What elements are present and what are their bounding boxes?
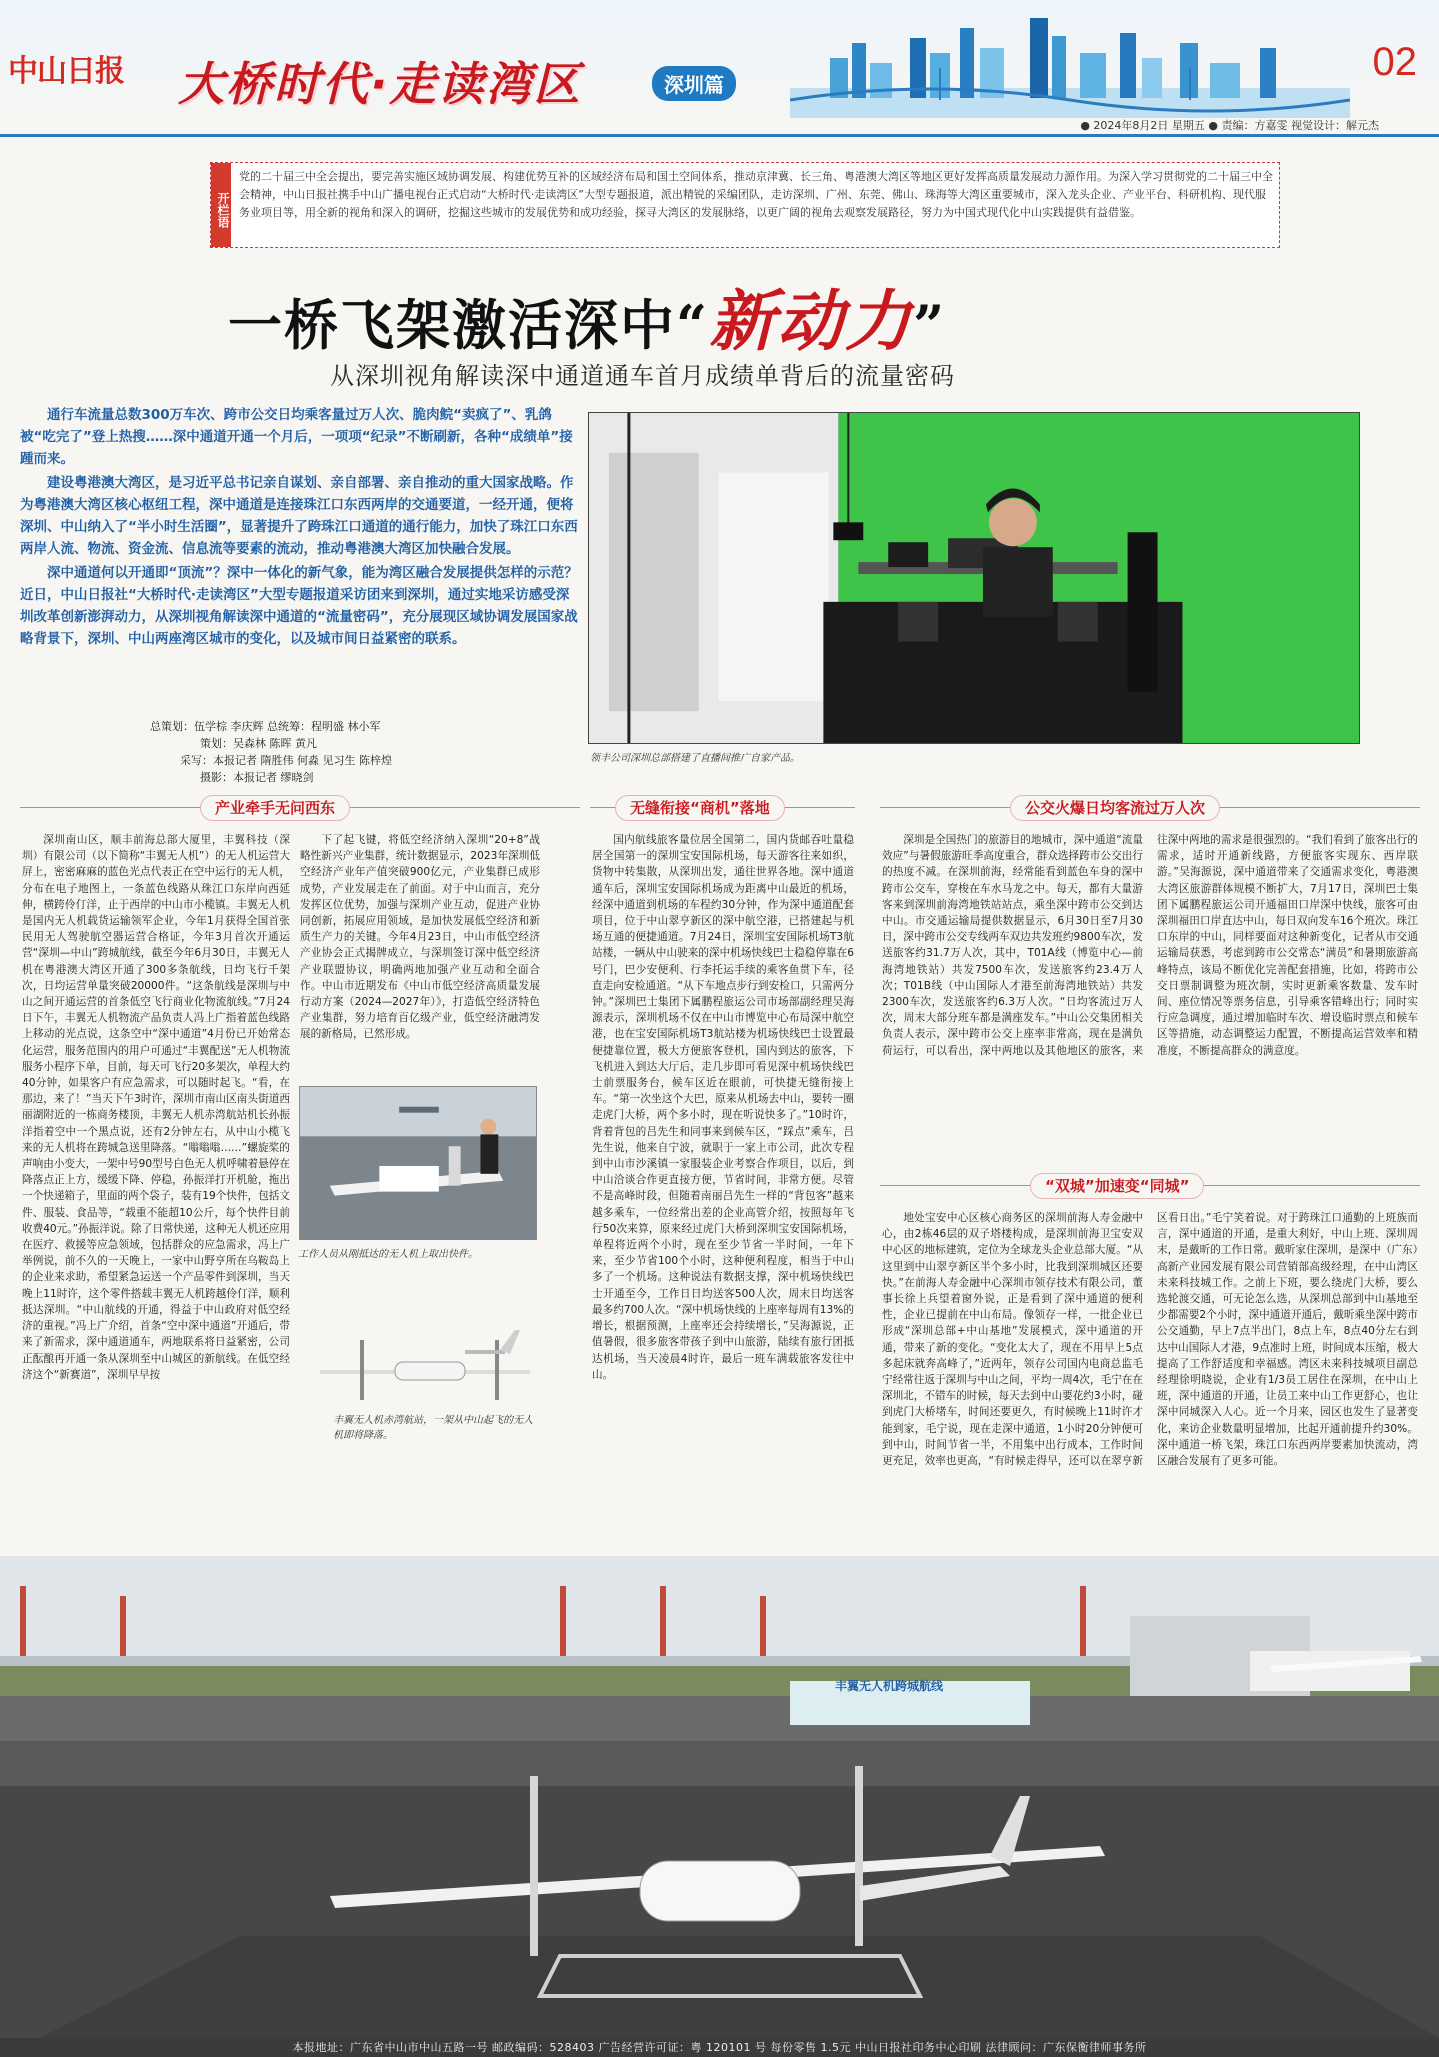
- credit-line: 采写：本报记者 隋胜伟 何淼 见习生 陈梓煌: [180, 754, 392, 767]
- section-head-twin-city: [880, 1177, 1420, 1211]
- article-text: 地处宝安中心区核心商务区的深圳前海人寿金融中心，由2栋46层的双子塔楼构成，是深圳前海卫宝安双中心区的地标建筑，定位为全球龙头企业总部大厦。“从这里到中山翠亨新区半个多小时，比我到深圳城区还要快。”在前海人寿金融中心深圳市领存技术有限公司，董事长徐上兵望着窗外说，正是看到了深中通道的便利性，企业已提前在中山布局。像领存一样，一批企业已形成“深圳总部+中山基地”发展模式，深中通道的开通，带来了新的变化。“变化太大了，现在不用早上5点多起床就奔高峰了，”近两年，领存公司国内电商总监毛宁经常往返于深圳与中山之间，平均一周4次，毛宁在在深圳北，不错车的时候，每天去到中山要花约3小时，碰到虎门大桥堵车，时间还要更久，有时候晚上11时许才能到家，毛宁说，现在走深中通道，1小时20分钟便可到中山，时间节省一半，不用集中出行成本，工作时间更充足，效率也更高，“有时候走得早，还可以在翠亨新区看日出。”毛宁笑着说。对于跨珠江口通勤的上班族而言，深中通道的开通，是重大利好，中山上班、深圳周末，是戴昕的工作日常。戴昕家住深圳，是深中（广东）高新产业园发展有限公司营销部高级经理，在中山湾区未来科技城工作。之前上下班，要么绕虎门大桥，要么选轮渡交通，可无论怎么选，从深圳总部到中山基地至少都需要2个小时，深中通道开通后，戴昕乘坐深中跨市公交通勤，早上7点半出门，8点上车，8点40分左右到达中山国际人才港，9点准时上班，时间成本压缩，极大提高了工作舒适度和幸福感。湾区未来科技城项目副总经理徐明晓说，企业有1/3员工居住在深圳，在中山上班，深中通道的开通，让员工来中山工作更舒心，也让深中同城深入人心。近一个月来，园区也发生了显著变化，来访企业数量明显增加，比起开通前提升约30%。深中通道一桥飞架，珠江口东西两岸要素加快流动，湾区融合发展有了更多可能。: [882, 1212, 1418, 1468]
- paper-name-logo: 中山日报: [8, 54, 124, 89]
- section-head-industry: [20, 799, 580, 833]
- masthead: [0, 0, 1439, 140]
- headline-main: 一桥飞架激活深中“: [228, 293, 710, 357]
- drone-unloading-photo: [299, 1086, 537, 1240]
- credit-line: 总策划：伍学棕 李庆辉 总统筹：程明盛 林小军: [150, 720, 381, 733]
- headline-close: ”: [913, 293, 947, 357]
- section-head-bus: [880, 799, 1420, 833]
- article-col-2: [300, 832, 540, 1078]
- skyline-illustration: [790, 8, 1350, 118]
- article-text: 深圳南山区，顺丰前海总部大厦里，丰翼科技（深圳）有限公司（以下简称“丰翼无人机”）的无人机运营大屏上，密密麻麻的蓝色光点代表正在空中运行的无人机，分布在电子地图上，一条蓝色线路从珠江口东岸向西延伸，横跨伶仃洋，止于西岸的中山市小榄镇。丰翼无人机是国内无人机载货运输领军企业，今年1月获得全国首张民用无人驾驶航空器运营合格证，今年3月首次开通运营“深圳—中山”跨城航线，截至今年6月30日，丰翼无人机在粤港澳大湾区开通了300多条航线，日均飞行千架次，日均运营单量突破20000件。“这条航线是深圳与中山之间开通运营的首条低空飞行商业化物流航线。”7月24日下午，丰翼无人机物流产品负责人冯上广指着蓝色线路上移动的光点说，这条空中“深中通道”4月份已开始常态化运营，服务范围内的用户可通过“丰翼配送”无人机物流服务小程序下单，目前，每天可飞行20多架次，单程大约40分钟，如果客户有应急需求，可以随时起飞。“看，在那边，来了！”当天下午3时许，深圳市南山区南头街道西丽湖附近的一栋商务楼顶，丰翼无人机赤湾航站机长孙振洋指着空中一个黑点说，还有2分钟左右，从中山小榄飞来的无人机将在跨城急送里降落。“嗡嗡嗡……”螺旋桨的声响由小变大，一架中号90型号白色无人机呼啸着悬停在降落点正上方，缓缓下降、停稳，孙振洋打开机舱，拖出一个快递箱子，里面的两个袋子，装有19个快件，包括文件、服装、食品等，“载重不能超10公斤，每个快件目前收费40元。”孙振洋说。除了日常快递，这种无人机还应用在医疗、救援等应急领域，包括群众的应急需求，冯上广举例说，前不久的一天晚上，一家中山野亨所在乌鞍岛上的企业来求助，希望紧急运送一个产品零件到深圳，当天晚上11时许，这个零件搭载丰翼无人机跨越伶仃洋，顺利抵达深圳。“中山航线的开通，得益于中山政府对低空经济的重视。”冯上广介绍，首条“空中深中通道”开通后，带来了新需求，深中通道通车，两地联系将日益紧密，公司正酝酿再开通一条从深圳至中山城区的新航线。在低空经济这个“新赛道”，深圳早早按: [22, 834, 290, 1381]
- intro-label: 开栏语: [211, 163, 231, 247]
- column-intro-box: [210, 162, 1280, 248]
- section-title: 无缝衔接“商机”落地: [615, 795, 785, 821]
- article-col-1: [22, 832, 290, 1552]
- studio-photo-caption: 领丰公司深圳总部搭建了直播间推广自家产品。: [590, 753, 800, 764]
- subheadline: 从深圳视角解读深中通道通车首月成绩单背后的流量密码: [330, 362, 955, 390]
- section-head-airport: [590, 799, 855, 833]
- credit-line: 摄影：本报记者 缪晓剑: [200, 771, 314, 784]
- banner-tag: 深圳篇: [652, 66, 736, 101]
- lead-paragraphs: [20, 404, 580, 652]
- intro-text: 党的二十届三中全会提出，要完善实施区域协调发展、构建优势互补的区域经济布局和国土空间体系，推动京津冀、长三角、粤港澳大湾区等地区更好发挥高质量发展动力源作用。为深入学习贯彻党的二十届三中全会精神，中山日报社携手中山广播电视台正式启动“大桥时代·走读湾区”大型专题报道，派出精锐的采编团队，走访深圳、广州、东莞、佛山、珠海等大湾区重要城市，深入龙头企业、产业平台、科研机构、现代服务业项目等，用全新的视角和深入的调研，挖掘这些城市的发展优势和成功经验，探寻大湾区的发展脉络，以更广阔的视角去观察发展路径，努力为中国式现代化中山实践提供有益借鉴。: [239, 170, 1273, 219]
- article-col-3: [592, 832, 854, 1547]
- lead-paragraph: 通行车流量总数300万车次、跨市公交日均乘客量过万人次、脆肉鲩“卖疯了”、乳鸽被“吃完了”登上热搜……深中通道开通一个月后，一项项“纪录”不断刷新，各种“成绩单”接踵而来。: [20, 407, 573, 467]
- section-title: 公交火爆日均客流过万人次: [1010, 795, 1220, 821]
- article-text: 深圳是全国热门的旅游目的地城市，深中通道“流量效应”与暑假旅游旺季高度重合，群众选择跨市公交出行的热度不减。在深圳前海，经常能看到蓝色车身的深中跨市公交车，穿梭在车水马龙之中。每天，都有大量游客来到深圳前海湾地铁站站点，乘坐深中跨市公交到达中山。市交通运输局提供数据显示，6月30日至7月30日，深中跨市公交专线两车双边共发班约9800车次，发送旅客约31.7万人次，其中，T01A线（博览中心—前海湾地铁站）共发7500车次，发送旅客约23.4万人次；T01B线（中山国际人才港至前海湾地铁站）共发2300车次，发送旅客约6.3万人次。“日均客流过万人次，周末大部分班车都是满座发车。”中山公交集团相关负责人表示，深中跨市公交上座率非常高，现在是满负荷运行，可以看出，深中两地以及其他地区的旅客，来往深中两地的需求是很强烈的。“我们看到了旅客出行的需求，适时开通新线路，方便旅客实现东、西岸联游。”吴海源说，深中通道带来了交通需求变化，粤港澳大湾区旅游群体规模不断扩大，7月17日，深圳巴士集团下属鹏程旅运公司开通福田口岸深中快线，旅客可由深圳福田口岸直达中山，每日双向发车16个班次。珠江口东岸的中山，同样要面对这种新变化，记者从市交通运输局获悉，考虑到跨市公交常态“满员”和暑期旅游高峰特点，该局不断优化完善配套措施，比如，将跨市公交日票制调整为班次制，实时更新乘客数量、发车时间、座位情况等票务信息，引导乘客错峰出行；同时实行应急调度，通过增加临时车次、增设临时票点和候车区等措施，动态调整运力配置，不断提高运营效率和精准度，不断提高群众的满意度。: [882, 834, 1418, 1057]
- lead-paragraph: 深中通道何以开通即“顶流”？深中一体化的新气象，能为湾区融合发展提供怎样的示范？近日，中山日报社“大桥时代·走读湾区”大型专题报道采访团来到深圳，通过实地采访感受深圳改革创新澎湃动力，从深圳视角解读深中通道的“流量密码”，充分展现区域协调发展国家战略背景下，深圳、中山两座湾区城市的变化，以及城市间日益紧密的联系。: [20, 565, 578, 647]
- banner-title: 大桥时代·走读湾区: [178, 57, 582, 111]
- footer-info: 本报地址：广东省中山市中山五路一号 邮政编码：528403 广告经营许可证：粤 120101 号 每份零售 1.5元 中山日报社印务中心印刷 法律顾问：广东保衡律师事务所: [0, 2038, 1439, 2057]
- lead-paragraph: 建设粤港澳大湾区，是习近平总书记亲自谋划、亲自部署、亲自推动的重大国家战略。作为粤港澳大湾区核心枢纽工程，深中通道是连接珠江口东西两岸的交通要道，一经开通，便将深圳、中山纳入了“半小时生活圈”，显著提升了跨珠江口通道的通行能力，加快了珠江口东西两岸人流、物流、资金流、信息流等要素的流动，推动粤港澳大湾区加快融合发展。: [20, 475, 578, 557]
- rooftop-drone-photo: [0, 1556, 1439, 2038]
- article-text: 下了起飞键，将低空经济纳入深圳“20+8”战略性新兴产业集群，统计数据显示，2023年深圳低空经济产业年产值突破900亿元，产业集群已成形成势，产业发展走在了前面。对于中山而言，充分发挥区位优势，加强与深圳产业互动，促进产业协同创新，拓展应用领域，是加快发展低空经济和新质生产力的关键。今年4月23日，中山市低空经济产业协会正式揭牌成立，与深圳签订深中低空经济产业联盟协议，明确两地加强产业互动和全面合作。中山市近期发布《中山市低空经济高质量发展行动方案（2024—2027年）》，打造低空经济特色产业集群，努力培育百亿级产业，低空经济融湾发展的新格局，已然形成。: [300, 834, 540, 1041]
- headline-highlight: 新动力: [709, 282, 914, 360]
- drone-flying-caption: 丰翼无人机赤湾航站，一架从中山起飞的无人机即将降落。: [333, 1415, 533, 1441]
- article-col-4: [882, 832, 1418, 1170]
- page-number: 02: [1372, 40, 1417, 84]
- section-title: “双城”加速变“同城”: [1030, 1173, 1204, 1199]
- section-title: 产业牵手无问西东: [200, 795, 350, 821]
- bottom-photo-sign: 丰翼无人机跨城航线: [835, 1679, 944, 1693]
- credits: [150, 718, 580, 786]
- studio-photo: [588, 412, 1360, 744]
- dateline: ● 2024年8月2日 星期五 ● 责编：方嘉雯 视觉设计：解元杰: [1080, 119, 1379, 132]
- credit-line: 策划：吴森林 陈晖 黄凡: [200, 737, 317, 750]
- main-headline: [228, 268, 946, 363]
- drone-unloading-caption: 工作人员从刚抵达的无人机上取出快件。: [298, 1249, 478, 1260]
- masthead-divider: [0, 134, 1439, 137]
- article-col-5: [882, 1210, 1418, 1547]
- article-text: 国内航线旅客量位居全国第二，国内货邮吞吐量稳居全国第一的深圳宝安国际机场，每天游客往来如织，货物中转集散，从深圳出发，通往世界各地。深中通道通车后，深圳宝安国际机场成为距离中山最近的机场，经深中通道到机场的车程约30分钟，作为深中通道配套项目，位于中山翠亨新区的深中航空港，已搭建起与机场互通的便捷通道。7月24日，深圳宝安国际机场T3航站楼，一辆从中山驶来的深中机场快线巴士稳稳停靠在6号门，巴少安便利、行李托运手续的乘客鱼贯下车，径直走向安检通道。“从下车地点步行到安检口，只需两分钟。”深圳巴士集团下属鹏程旅运公司市场部副经理吴海源表示，深圳机场不仅在中山市博览中心布局深中航空港，也在宝安国际机场T3航站楼为机场快线巴士设置最便捷靠位置，极大方便旅客登机，国内到达的旅客，下飞机进入到达大厅后，走几步即可看见深中机场快线巴士前票服务台，候车区近在眼前，可快捷无缝衔接上车。“第一次坐这个大巴，原来从机场去中山，要转一圈走虎门大桥，两个多小时，现在听说快多了。”10时许，背着背包的吕先生和同事来到候车区，“踩点”乘车，吕先生说，他来自宁波，就职于一家上市公司，此次专程到中山市沙溪镇一家服装企业考察合作项目，以后，到中山洽谈合作更直接方便，节省时间，非常方便。尽管不是高峰时段，但随着南丽吕先生一样的“背包客”越来越多乘车，一位经常出差的企业高管介绍，按照每年飞行50次来算，原来经过虎门大桥到深圳宝安国际机场，单程将近两个小时，现在至少节省一半时间，一年下来，至少节省100个小时，这种便利程度，相当于中山多了一个机场。这种说法有数据支撑，深中机场快线巴士开通至今，工作日日均送客500人次，周末日均送客最多约700人次。“深中机场快线的上座率每周有13%的增长，根据预测，上座率还会持续增长，”吴海源说，正值暑假，很多旅客带孩子到中山旅游，陆续有旅行团抵达机场，当天凌晨4时许，最后一班车满载旅客发往中山。: [592, 834, 854, 1381]
